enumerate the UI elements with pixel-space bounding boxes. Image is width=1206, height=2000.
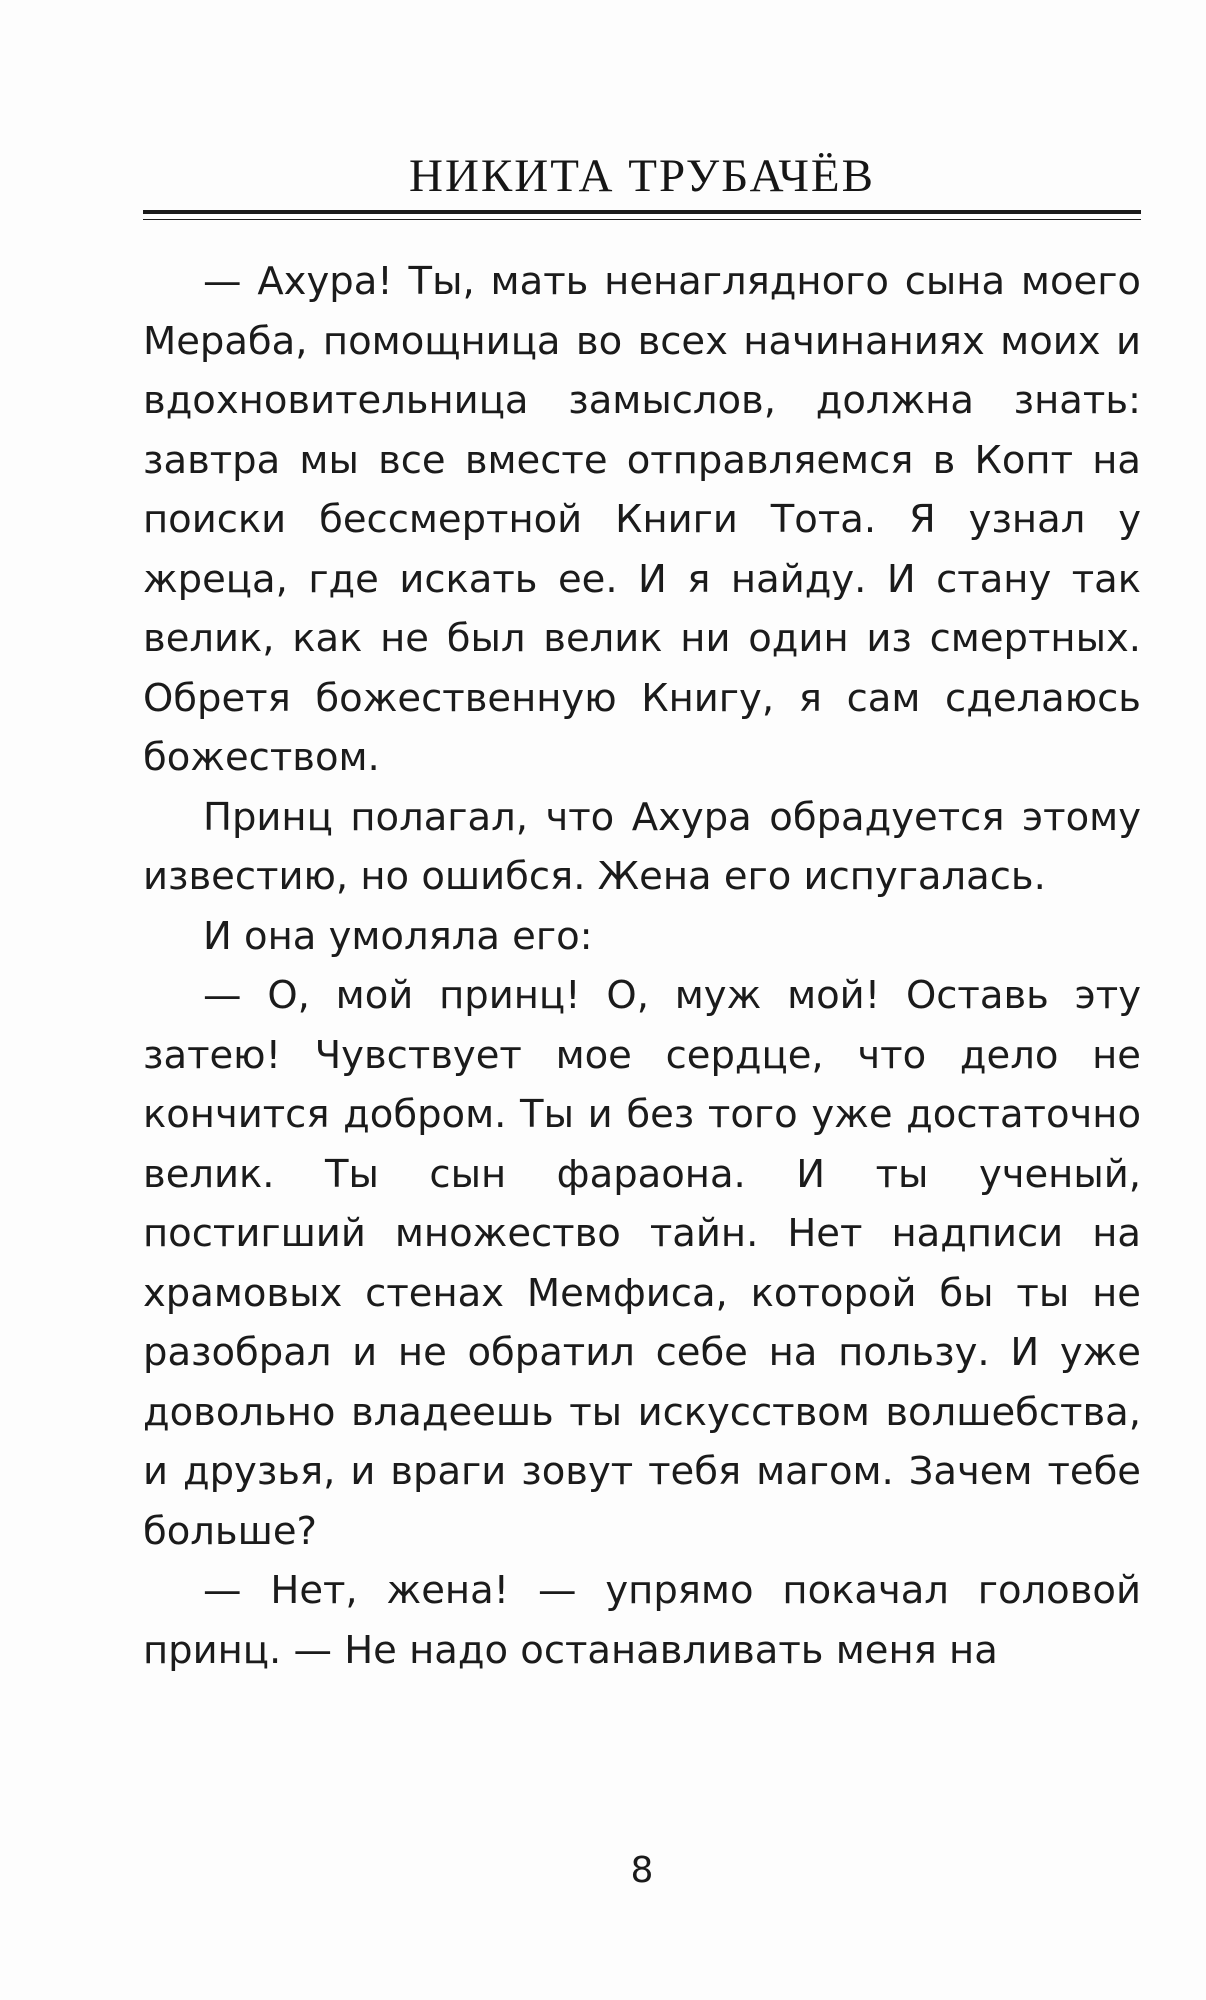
body-text <box>143 252 1141 1680</box>
running-header: НИКИТА ТРУБАЧЁВ <box>409 150 875 202</box>
paragraph-2: Принц полагал, что Ахура обрадуется этому известию, но ошибся. Жена его испугалась. <box>143 794 1141 899</box>
paragraph-5: — Нет, жена! — упрямо покачал головой принц. — Не надо останавливать меня на <box>143 1568 1141 1673</box>
page-number: 8 <box>630 1850 654 1891</box>
paragraph-3: И она умоляла его: <box>203 913 593 959</box>
paragraph-4: — О, мой принц! О, муж мой! Оставь эту затею! Чувствует мое сердце, что дело не кончится добром. Ты и без того уже достаточно велик. Ты сын фараона. И ты ученый, постигший множество тайн. Нет надписи на храмовых стенах Мемфиса, которой бы ты не разобрал и не обратил себе на пользу. И уже довольно владеешь ты искусством волшебства, и друзья, и враги зовут тебя магом. Зачем тебе больше? <box>143 973 1141 1554</box>
header-rule-thick <box>143 210 1141 214</box>
paragraph-1: — Ахура! Ты, мать ненаглядного сына моего Мераба, помощница во всех начинаниях моих и вдохновительница замыслов, должна знать: завтра мы все вместе отправляемся в Копт на поиски бессмертной Книги Тота. Я узнал у жреца, где искать ее. И я найду. И стану так велик, как не был велик ни один из смертных. Обретя божественную Книгу, я сам сделаюсь божеством. <box>143 259 1141 780</box>
header-rule-thin <box>143 219 1141 220</box>
